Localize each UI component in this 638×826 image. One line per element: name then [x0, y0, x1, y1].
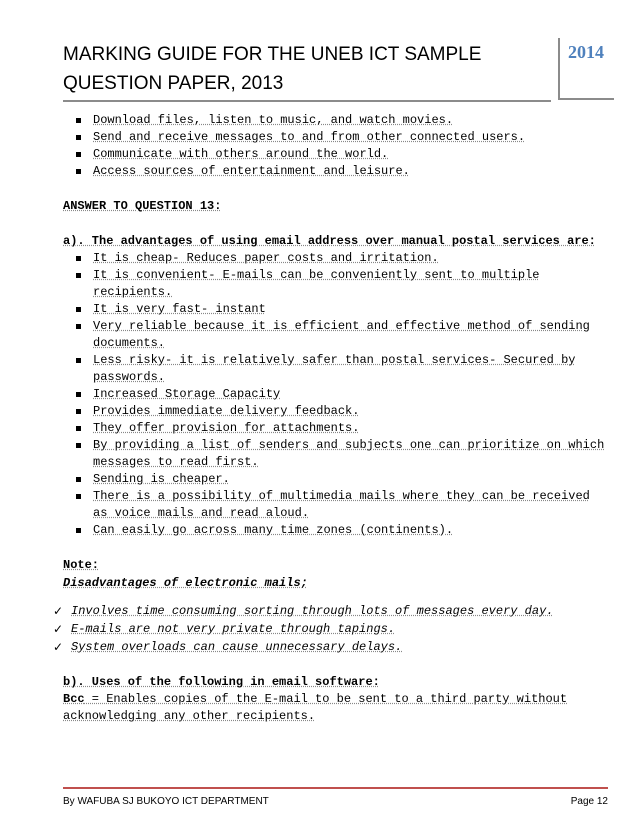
list-item: There is a possibility of multimedia mails where they can be received as voice mails and read aloud. — [93, 488, 608, 522]
list-item: They offer provision for attachments. — [93, 420, 608, 437]
note-label: Note: — [63, 558, 100, 572]
square-bullet-icon — [76, 409, 81, 414]
square-bullet-icon — [76, 477, 81, 482]
list-item: Access sources of entertainment and leisure. — [93, 163, 608, 180]
square-bullet-icon — [76, 494, 81, 499]
square-bullet-icon — [76, 307, 81, 312]
list-item: Send and receive messages to and from other connected users. — [93, 129, 608, 146]
list-item: It is cheap- Reduces paper costs and irritation. — [93, 250, 608, 267]
page-footer — [63, 787, 608, 813]
list-item: Provides immediate delivery feedback. — [93, 403, 608, 420]
square-bullet-icon — [76, 273, 81, 278]
section-b-heading: b). Uses of the following in email software: — [63, 675, 380, 689]
bcc-paragraph — [63, 691, 608, 725]
checkmark-icon: ✓ — [53, 640, 64, 654]
list-item: Can easily go across many time zones (continents). — [93, 522, 608, 539]
bcc-description: = Enables copies of the E-mail to be sent to a third party without acknowledging any other recipients. — [63, 692, 568, 723]
advantages-list — [63, 250, 608, 539]
page-content — [53, 112, 608, 725]
list-item: It is convenient- E-mails can be conveniently sent to multiple recipients. — [93, 267, 608, 301]
document-title: MARKING GUIDE FOR THE UNEB ICT SAMPLE QUESTION PAPER, 2013 — [63, 44, 482, 94]
list-item: It is very fast- instant — [93, 301, 608, 318]
square-bullet-icon — [76, 443, 81, 448]
square-bullet-icon — [76, 426, 81, 431]
disadvantages-list — [53, 602, 598, 656]
list-item: Less risky- it is relatively safer than postal services- Secured by passwords. — [93, 352, 608, 386]
page-number: Page 12 — [570, 796, 608, 807]
square-bullet-icon — [76, 152, 81, 157]
bcc-label: Bcc — [63, 692, 85, 706]
list-item: ✓ Involves time consuming sorting through lots of messages every day. — [53, 604, 554, 618]
square-bullet-icon — [76, 358, 81, 363]
list-item: By providing a list of senders and subjects one can prioritize on which messages to read first. — [93, 437, 608, 471]
square-bullet-icon — [76, 324, 81, 329]
list-item: ✓ System overloads can cause unnecessary delays. — [53, 640, 403, 654]
list-item: Communicate with others around the world. — [93, 146, 608, 163]
footer-author: By WAFUBA SJ BUKOYO ICT DEPARTMENT — [63, 796, 269, 807]
list-item: Increased Storage Capacity — [93, 386, 608, 403]
square-bullet-icon — [76, 135, 81, 140]
square-bullet-icon — [76, 118, 81, 123]
list-item: Very reliable because it is efficient and effective method of sending documents. — [93, 318, 608, 352]
square-bullet-icon — [76, 169, 81, 174]
list-item: Download files, listen to music, and watch movies. — [93, 112, 608, 129]
disadvantages-heading: Disadvantages of electronic mails; — [63, 576, 308, 590]
answer-heading: ANSWER TO QUESTION 13: — [63, 199, 222, 213]
page-header — [63, 38, 551, 102]
square-bullet-icon — [76, 256, 81, 261]
intro-list — [63, 112, 608, 180]
square-bullet-icon — [76, 528, 81, 533]
list-item: ✓ E-mails are not very private through tapings. — [53, 622, 396, 636]
checkmark-icon: ✓ — [53, 604, 64, 618]
square-bullet-icon — [76, 392, 81, 397]
header-year: 2014 — [558, 38, 614, 100]
list-item: Sending is cheaper. — [93, 471, 608, 488]
checkmark-icon: ✓ — [53, 622, 64, 636]
section-a-heading: a). The advantages of using email address over manual postal services are: — [63, 234, 596, 248]
